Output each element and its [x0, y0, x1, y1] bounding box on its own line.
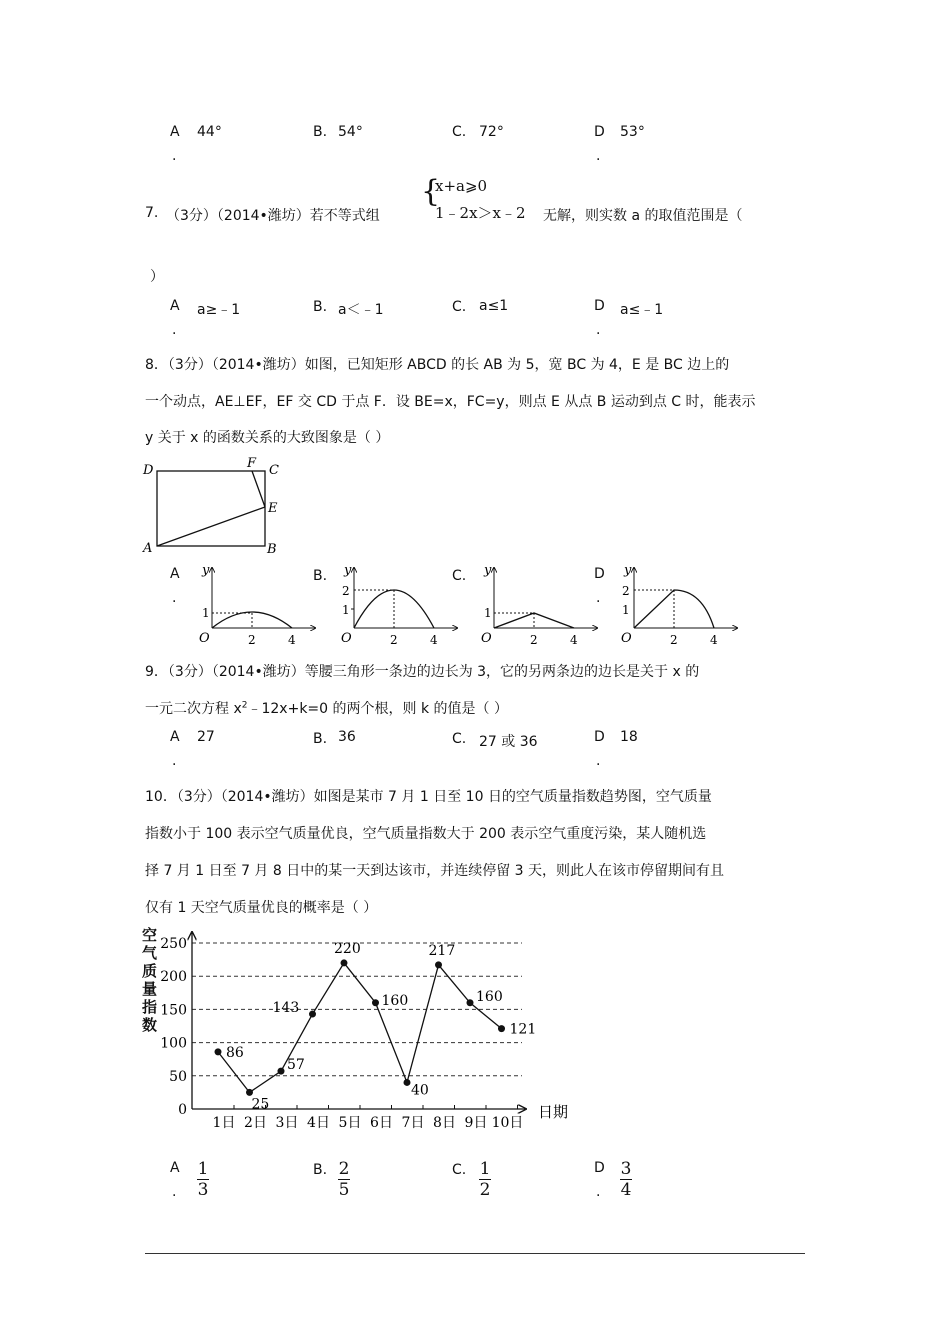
y-tick-label: 250: [160, 936, 187, 952]
q9-exponent: 2: [241, 700, 248, 711]
label-d: D: [143, 463, 154, 478]
footer-rule: [145, 1253, 805, 1254]
data-point-1日: [215, 1048, 222, 1055]
numerator: 1: [479, 1159, 491, 1179]
q7-option-c-value: a≤1: [479, 298, 509, 314]
data-point-5日: [341, 959, 348, 966]
data-label-9日: 160: [476, 988, 503, 1005]
q8-graph-a: [192, 560, 322, 650]
numerator: 3: [620, 1159, 632, 1179]
q8-stem-line-3: y 关于 x 的函数关系的大致图象是（ ）: [145, 430, 390, 446]
q9-option-a-dot: .: [172, 753, 177, 769]
q9-option-d-letter: D: [594, 729, 605, 745]
tick-4: 4: [430, 633, 438, 647]
numerator: 1: [197, 1159, 209, 1179]
q7-inequality-2: 1﹣2x＞x﹣2: [435, 204, 526, 222]
q8-option-a-letter: A: [170, 566, 180, 582]
chart-x-axis-title: 日期: [538, 1103, 569, 1121]
data-label-2日: 25: [251, 1096, 270, 1113]
data-label-1日: 86: [226, 1044, 244, 1061]
q8-option-d-letter: D: [594, 566, 605, 582]
q7-option-d-dot: .: [596, 322, 601, 338]
q7-stem-prefix: （3分）（2014•潍坊）若不等式组: [166, 208, 380, 224]
q6-option-a-value: 44°: [197, 124, 222, 140]
q6-option-c-letter: C.: [452, 124, 467, 140]
label-b: B: [267, 542, 277, 557]
tick-4: 4: [710, 633, 718, 647]
q10-option-b-letter: B.: [313, 1162, 328, 1178]
axis-y-label: y: [202, 563, 210, 578]
q7-inequality-1: x+a⩾0: [435, 177, 488, 195]
data-label-6日: 160: [381, 992, 409, 1009]
q10-stem-line-4: 仅有 1 天空气质量优良的概率是（ ）: [145, 900, 378, 916]
denominator: 5: [338, 1180, 350, 1200]
aqi-line-chart: [160, 925, 580, 1135]
x-tick-label: 8日: [433, 1115, 456, 1131]
q9-option-c-value: 27 或 36: [479, 734, 538, 750]
data-label-7日: 40: [411, 1082, 429, 1099]
tick-4: 4: [570, 633, 578, 647]
q10-option-d-letter: D: [594, 1160, 605, 1176]
data-point-10日: [498, 1025, 505, 1032]
tick-4: 4: [288, 633, 296, 647]
origin-label: O: [621, 631, 632, 646]
rectangle-abcd: [157, 471, 265, 546]
q7-stem-suffix: 无解，则实数 a 的取值范围是（: [543, 208, 743, 224]
q10-option-a-dot: .: [172, 1184, 177, 1200]
x-tick-label: 10日: [491, 1115, 524, 1131]
q8-graph-c: [474, 560, 604, 650]
q7-option-a-dot: .: [172, 322, 177, 338]
q9-option-d-dot: .: [596, 753, 601, 769]
q7-option-d-value: a≤﹣1: [620, 302, 664, 318]
data-label-8日: 217: [428, 942, 456, 959]
q6-option-a-dot: .: [172, 148, 177, 164]
tick-1: 1: [202, 606, 210, 620]
q10-option-c-fraction: [479, 1160, 491, 1199]
q7-option-b-value: a＜﹣1: [338, 302, 384, 318]
data-point-9日: [467, 999, 474, 1006]
data-point-8日: [435, 961, 442, 968]
q10-option-d-dot: .: [596, 1184, 601, 1200]
q8-stem-line-2: 一个动点，AE⊥EF，EF 交 CD 于点 F．设 BE=x，FC=y，则点 E 从点 B 运动到点 C 时，能表示: [145, 394, 756, 410]
q9-option-b-letter: B.: [313, 731, 328, 747]
x-tick-label: 3日: [275, 1115, 299, 1131]
q10-stem-line-1: 10．（3分）（2014•潍坊）如图是某市 7 月 1 日至 10 日的空气质量指数趋势图，空气质量: [145, 789, 712, 805]
q10-option-b-fraction: [338, 1160, 350, 1199]
data-label-10日: 121: [509, 1021, 537, 1038]
aqi-series-line: [218, 963, 502, 1092]
q9-option-d-value: 18: [620, 729, 638, 745]
data-point-2日: [246, 1089, 253, 1096]
tick-2-y: 2: [622, 584, 630, 598]
denominator: 3: [197, 1180, 209, 1200]
q7-option-a-value: a≥﹣1: [197, 302, 241, 318]
q10-option-a-fraction: [197, 1160, 209, 1199]
denominator: 4: [620, 1180, 632, 1200]
q7-option-a-letter: A: [170, 298, 180, 314]
q10-option-c-letter: C.: [452, 1162, 467, 1178]
x-tick-label: 9日: [464, 1115, 488, 1131]
tick-2: 2: [530, 633, 538, 647]
axis-y-label: y: [484, 563, 492, 578]
q7-brace: {: [421, 174, 441, 209]
q7-close-paren: ）: [150, 269, 164, 285]
chart-y-axis-title: 空气质量指数: [142, 926, 158, 1034]
q9-line2-post: ﹣12x+k=0 的两个根，则 k 的值是（ ）: [247, 701, 508, 717]
y-tick-label: 100: [160, 1035, 187, 1052]
q6-option-c-value: 72°: [479, 124, 504, 140]
data-label-4日: 143: [272, 1000, 300, 1017]
x-tick-label: 6日: [370, 1115, 393, 1131]
segment-ef: [252, 471, 265, 507]
q7-number: 7.: [145, 205, 159, 221]
label-e: E: [268, 501, 278, 516]
data-point-4日: [309, 1011, 316, 1018]
tick-2: 2: [670, 633, 678, 647]
q9-option-b-value: 36: [338, 729, 356, 745]
q7-option-d-letter: D: [594, 298, 605, 314]
y-tick-label: 150: [160, 1002, 187, 1019]
origin-label: O: [199, 631, 210, 646]
tick-2-y: 2: [342, 584, 350, 598]
q7-option-b-letter: B.: [313, 299, 328, 315]
q10-stem-line-3: 择 7 月 1 日至 7 月 8 日中的某一天到达该市，并连续停留 3 天，则此人在该市停留期间有且: [145, 863, 725, 879]
y-tick-label: 0: [178, 1102, 187, 1118]
origin-label: O: [341, 631, 352, 646]
q6-option-b-letter: B.: [313, 124, 328, 140]
origin-label: O: [481, 631, 492, 646]
q8-option-b-letter: B.: [313, 568, 328, 584]
label-a: A: [143, 541, 153, 556]
q9-line2-pre: 一元二次方程 x: [145, 701, 242, 717]
x-tick-label: 1日: [212, 1115, 236, 1131]
tick-1: 1: [622, 603, 630, 617]
q8-option-a-dot: .: [172, 590, 177, 606]
q8-graph-b: [334, 560, 467, 650]
axis-y-label: y: [344, 563, 352, 578]
x-tick-label: 7日: [401, 1115, 425, 1131]
q8-stem-line-1: 8．（3分）（2014•潍坊）如图，已知矩形 ABCD 的长 AB 为 5，宽 BC 为 4，E 是 BC 边上的: [145, 357, 730, 373]
data-point-7日: [404, 1079, 411, 1086]
q8-option-d-dot: .: [596, 590, 601, 606]
q9-option-a-value: 27: [197, 729, 215, 745]
x-tick-label: 2日: [244, 1115, 267, 1131]
numerator: 2: [338, 1159, 350, 1179]
axis-y-label: y: [624, 563, 632, 578]
tick-1: 1: [484, 606, 492, 620]
q6-option-d-letter: D: [594, 124, 605, 140]
q6-option-d-value: 53°: [620, 124, 645, 140]
q8-option-c-letter: C.: [452, 568, 467, 584]
y-tick-label: 200: [160, 969, 187, 986]
data-label-5日: 220: [334, 940, 361, 957]
q9-option-a-letter: A: [170, 729, 180, 745]
q8-rectangle-figure: [140, 455, 290, 560]
data-point-6日: [372, 999, 379, 1006]
tick-1: 1: [342, 603, 350, 617]
tick-2: 2: [390, 633, 398, 647]
q10-stem-line-2: 指数小于 100 表示空气质量优良，空气质量指数大于 200 表示空气重度污染，某人随机选: [145, 826, 707, 842]
data-point-3日: [278, 1068, 285, 1075]
q7-option-c-letter: C.: [452, 299, 467, 315]
q6-option-b-value: 54°: [338, 124, 363, 140]
x-tick-label: 4日: [307, 1115, 330, 1131]
tick-2: 2: [248, 633, 256, 647]
q8-graph-d: [614, 560, 744, 650]
label-c: C: [269, 463, 279, 478]
q10-option-a-letter: A: [170, 1160, 180, 1176]
x-tick-label: 5日: [338, 1115, 362, 1131]
data-label-3日: 57: [287, 1057, 305, 1074]
q6-option-a-letter: A: [170, 124, 180, 140]
y-tick-label: 50: [169, 1068, 187, 1085]
q10-option-d-fraction: [620, 1160, 632, 1199]
q9-stem-line-2: [145, 698, 508, 718]
segment-ae: [157, 507, 265, 546]
q9-option-c-letter: C.: [452, 731, 467, 747]
label-f: F: [247, 456, 257, 471]
q6-option-d-dot: .: [596, 148, 601, 164]
q9-stem-line-1: 9．（3分）（2014•潍坊）等腰三角形一条边的边长为 3，它的另两条边的边长是关于 x 的: [145, 664, 700, 680]
denominator: 2: [479, 1180, 491, 1200]
